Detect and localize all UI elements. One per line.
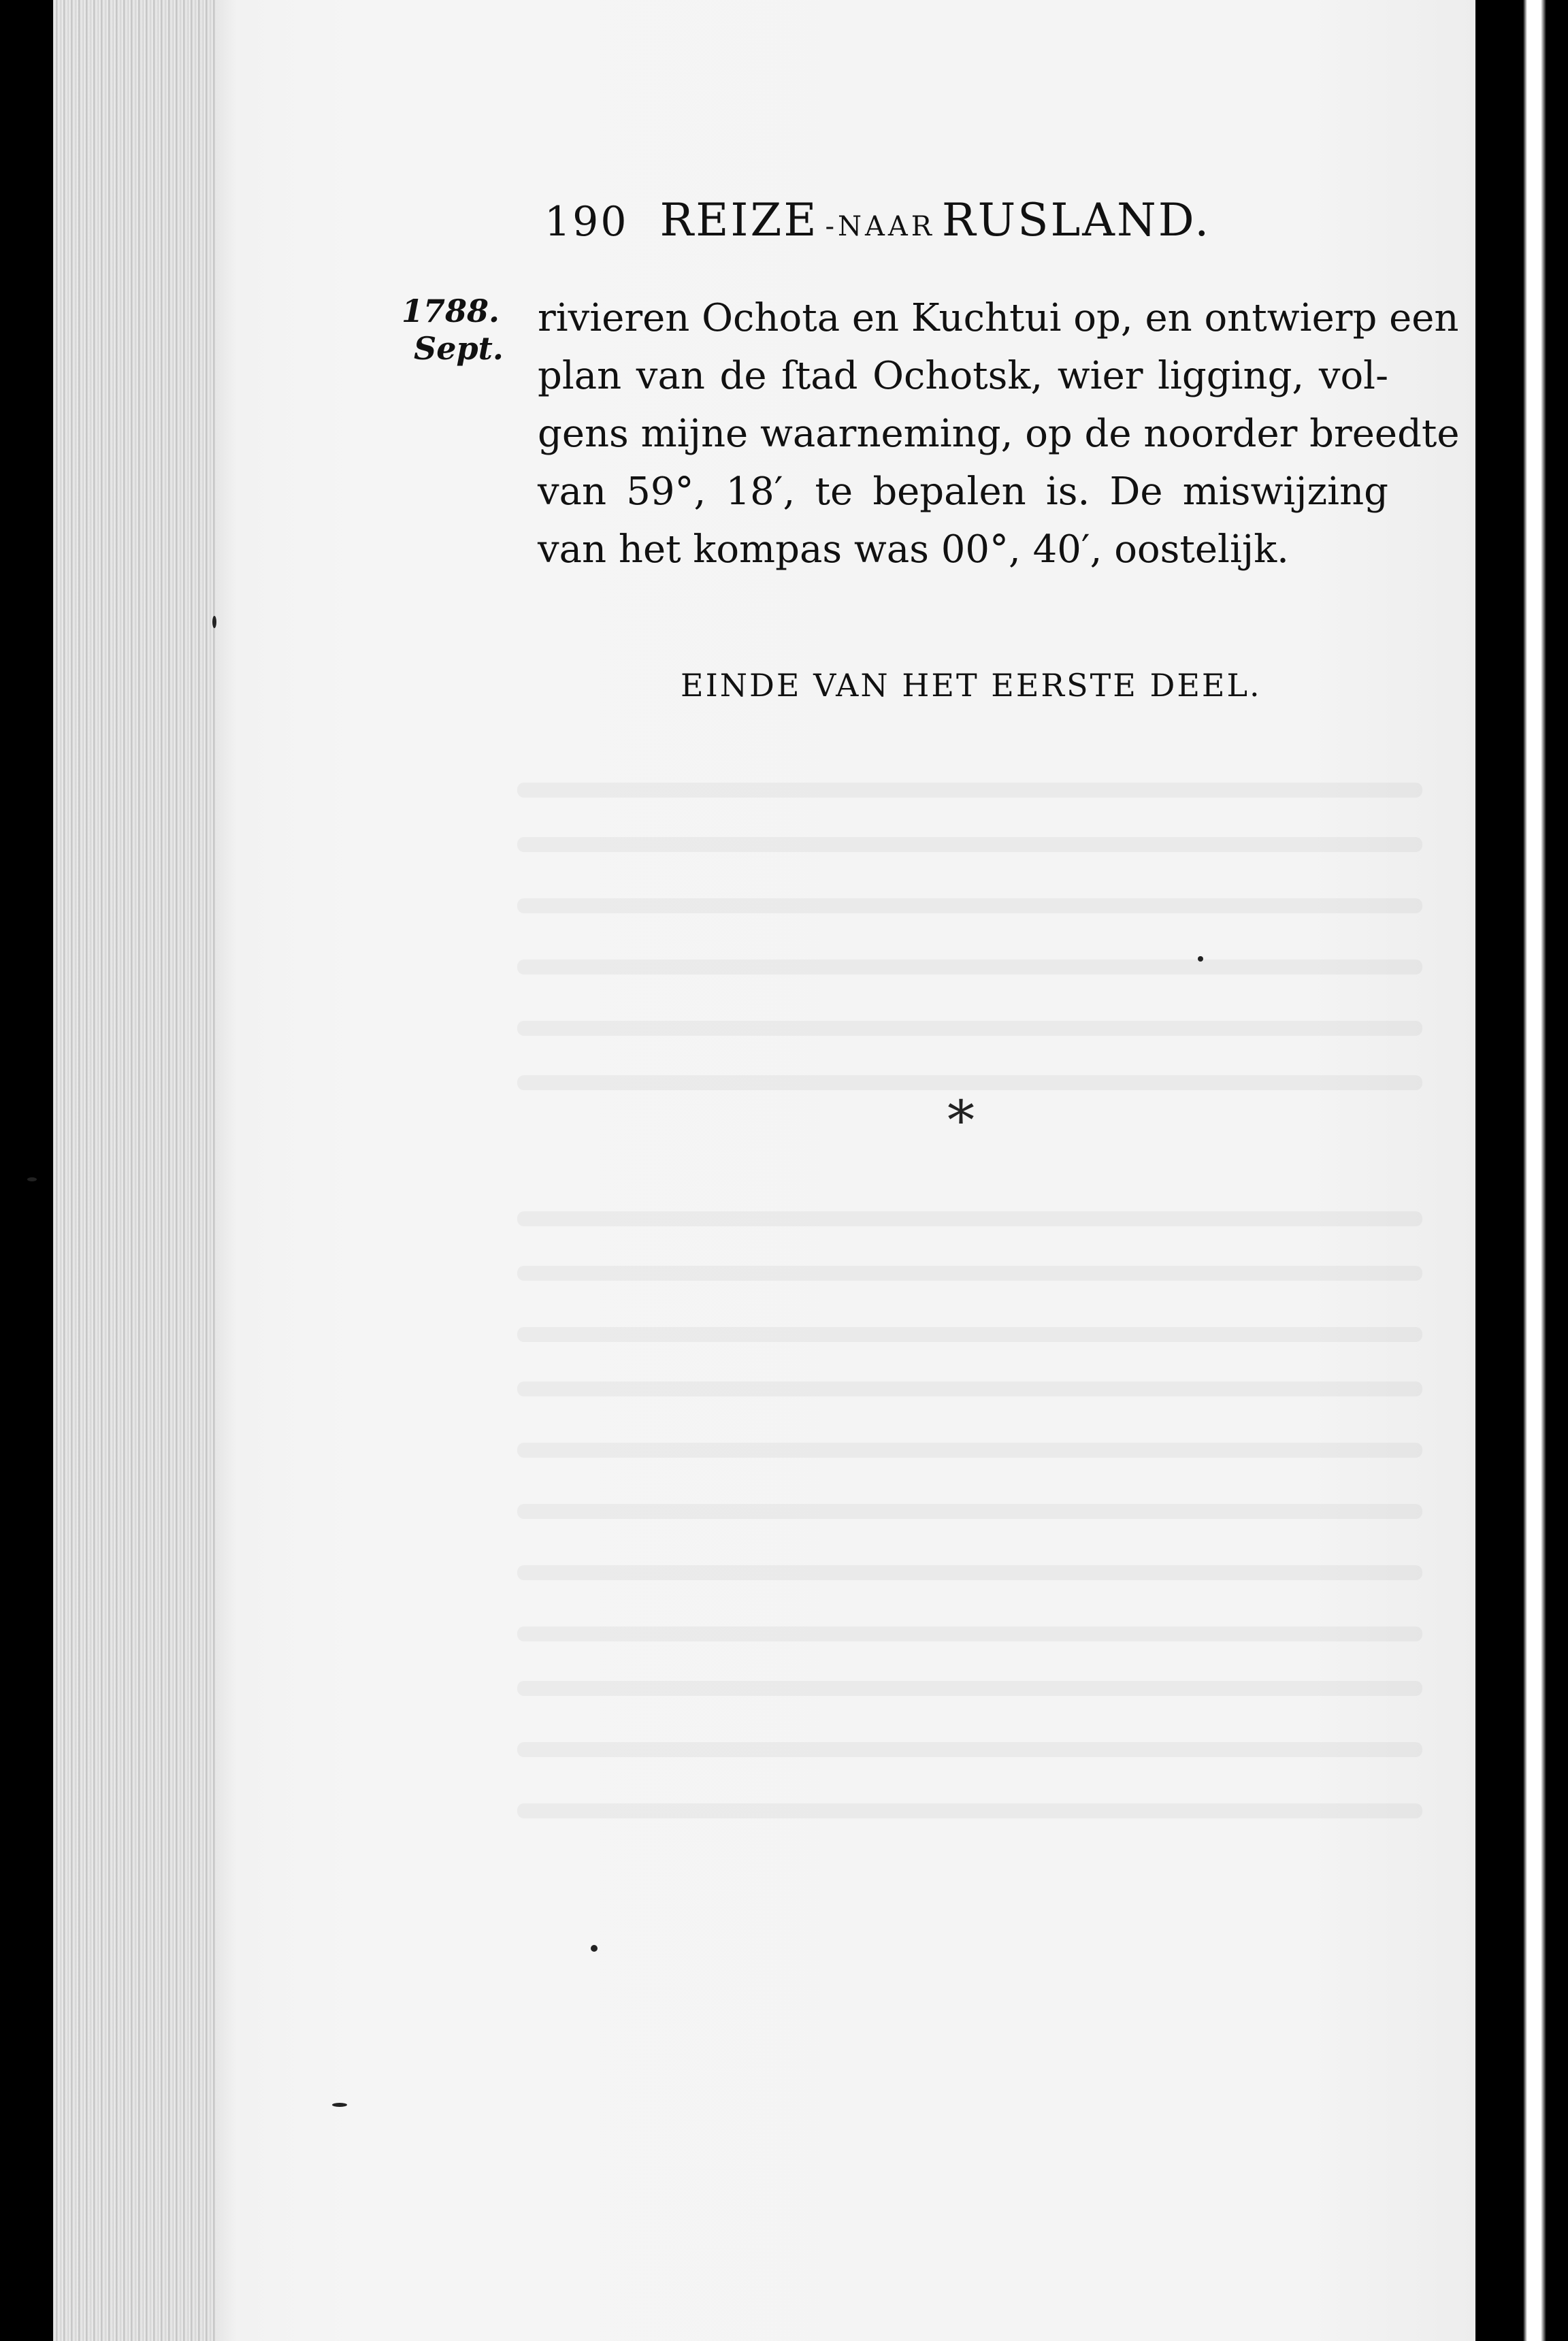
bleed-through	[517, 1803, 1422, 1818]
header-title-connector: -NAAR	[825, 211, 935, 242]
bleed-through	[517, 898, 1422, 913]
next-page-edge	[1523, 0, 1550, 2341]
margin-month: Sept.	[414, 330, 504, 367]
end-of-volume-notice: EINDE VAN HET EERSTE DEEL.	[681, 667, 1262, 704]
bleed-through	[517, 1381, 1422, 1396]
body-line: van 59°, 18′, te bepalen is. De miswijzing	[538, 470, 1388, 514]
body-line: van het kompas was 00°, 40′, oostelijk.	[538, 527, 1289, 572]
ink-speck	[27, 1177, 37, 1181]
bleed-through	[517, 1075, 1422, 1090]
ink-speck	[591, 1945, 598, 1952]
bleed-through	[517, 1021, 1422, 1036]
bleed-through	[517, 1742, 1422, 1757]
ornament-asterisk: *	[947, 1089, 975, 1152]
ink-speck	[212, 616, 216, 628]
bleed-through	[517, 1626, 1422, 1641]
ink-speck	[332, 2103, 347, 2107]
bleed-through	[517, 1565, 1422, 1580]
body-line: plan van de ſtad Ochotsk, wier ligging, vol-	[538, 354, 1388, 398]
header-title-part1: REIZE	[659, 194, 819, 246]
bleed-through	[517, 1327, 1422, 1342]
bleed-through	[517, 1443, 1422, 1458]
book-page-edges	[53, 0, 223, 2341]
page-number: 190	[544, 198, 629, 246]
header-title-part2: RUSLAND.	[941, 194, 1211, 246]
margin-year: 1788.	[402, 293, 500, 329]
bleed-through	[517, 1504, 1422, 1519]
running-header	[544, 194, 1211, 246]
bleed-through	[517, 960, 1422, 975]
bleed-through	[517, 1266, 1422, 1281]
right-dark-margin	[1475, 0, 1568, 2341]
body-paragraph	[538, 289, 1460, 578]
bleed-through	[517, 1681, 1422, 1696]
bleed-through	[517, 1211, 1422, 1226]
body-line: rivieren Ochota en Kuchtui op, en ontwierp een	[538, 296, 1459, 340]
bleed-through	[517, 837, 1422, 852]
body-line: gens mijne waarneming, op de noorder breedte	[538, 412, 1460, 456]
ink-speck	[1198, 956, 1203, 962]
bleed-through	[517, 783, 1422, 798]
